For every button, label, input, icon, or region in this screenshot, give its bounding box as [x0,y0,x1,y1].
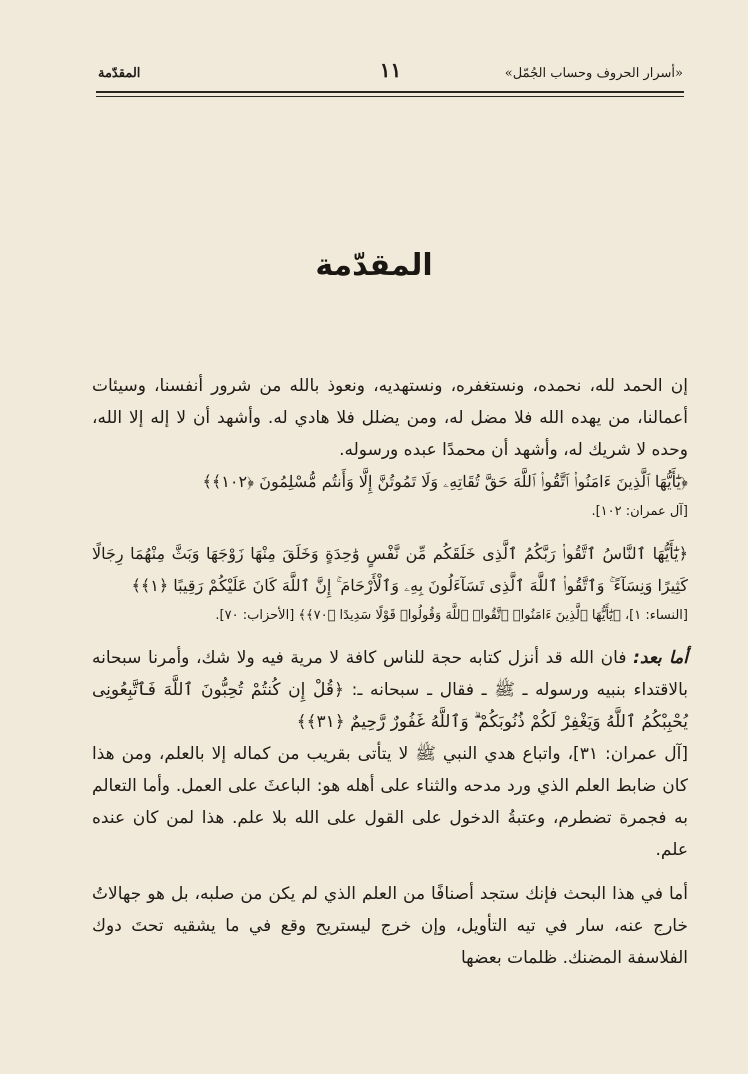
body-text [92,370,688,974]
verse-reference-1: [آل عمران: ١٠٢]. [591,504,688,519]
knowledge-paragraph: [آل عمران: ٣١]، واتباع هدي النبي ﷺ لا يتأتى بقريب من كماله إلا بالعلم، ومن هذا كان ضابط العلم الذي ورد مدحه والثناء على أهله هو: الباعثَ على العمل. وأما التعالم به فجمرة تضطرم، وعتبةُ الدخول على القول على الله بلا علم. هذا لمن كان عنده علم. [92,744,688,860]
quran-verse-2: ﴿يَٰٓأَيُّهَا ٱلنَّاسُ ٱتَّقُوا۟ رَبَّكُمُ ٱلَّذِى خَلَقَكُم مِّن نَّفْسٍ وَٰحِدَةٍ وَخَلَقَ مِنْهَا زَوْجَهَا وَبَثَّ مِنْهُمَا رِجَالًا كَثِيرًا وَنِسَآءً ۚ وَٱتَّقُوا۟ ٱللَّهَ ٱلَّذِى تَسَآءَلُونَ بِهِۦ وَٱلْأَرْحَامَ ۚ إِنَّ ٱللَّهَ كَانَ عَلَيْكُمْ رَقِيبًا ﴿١﴾﴾ [92,544,688,595]
chapter-title: المقدّمة [315,248,433,283]
amma-baad-text: فان الله قد أنزل كتابه حجة للناس كافة لا مرية فيه ولا شك، وأمرنا سبحانه بالاقتداء بنبيه ورسوله ـ ﷺ ـ فقال ـ سبحانه ـ: ﴿قُلْ إِن كُنتُمْ تُحِبُّونَ ٱللَّهَ فَٱتَّبِعُونِى يُحْبِبْكُمُ ٱللَّهُ وَيَغْفِرْ لَكُمْ ذُنُوبَكُمْ ۗ وَٱللَّهُ غَفُورٌ رَّحِيمٌ ﴿٣١﴾﴾ [92,648,688,732]
running-header [98,58,683,88]
amma-baad-lead: أما بعد: [633,648,688,668]
section-name: المقدّمة [98,66,141,81]
header-rule-thin [96,96,684,97]
quran-verse-1: ﴿يَٰٓأَيُّهَا ٱلَّذِينَ ءَامَنُوا۟ ٱتَّقُوا۟ ٱللَّهَ حَقَّ تُقَاتِهِۦ وَلَا تَمُوتُنَّ إِلَّا وَأَنتُم مُّسْلِمُونَ ﴿١٠٢﴾﴾ [202,472,688,491]
page-number: ١١ [379,58,402,82]
book-title: «أسرار الحروف وحساب الجُمّل» [504,66,683,81]
opening-paragraph: إن الحمد لله، نحمده، ونستغفره، ونستهديه، ونعوذ بالله من شرور أنفسنا، وسيئات أعمالنا، من يهده الله فلا مضل له، ومن يضلل فلا هادي له. وأشهد أن لا إله إلا الله، وحده لا شريك له، وأشهد أن محمدًا عبده ورسوله. [92,376,688,460]
research-paragraph: أما في هذا البحث فإنك ستجد أصنافًا من العلم الذي لم يكن من صلبه، بل هو جهالاتُ خارج عنه، سار في تيه التأويل، وإن خرج ليستريح وقع في ما يشقيه تحتَ دوك الفلاسفة المضنك. ظلمات بعضها [92,884,688,968]
amma-baad-paragraph [92,642,688,738]
verse-reference-2: [النساء: ١]، ﴿يَٰٓأَيُّهَا ٱلَّذِينَ ءَامَنُوا۟ ٱتَّقُوا۟ ٱللَّهَ وَقُولُوا۟ قَوْلًا سَدِيدًا ﴿٧٠﴾﴾ [الأحزاب: ٧٠]. [215,608,688,623]
header-rule-thick [96,91,684,93]
